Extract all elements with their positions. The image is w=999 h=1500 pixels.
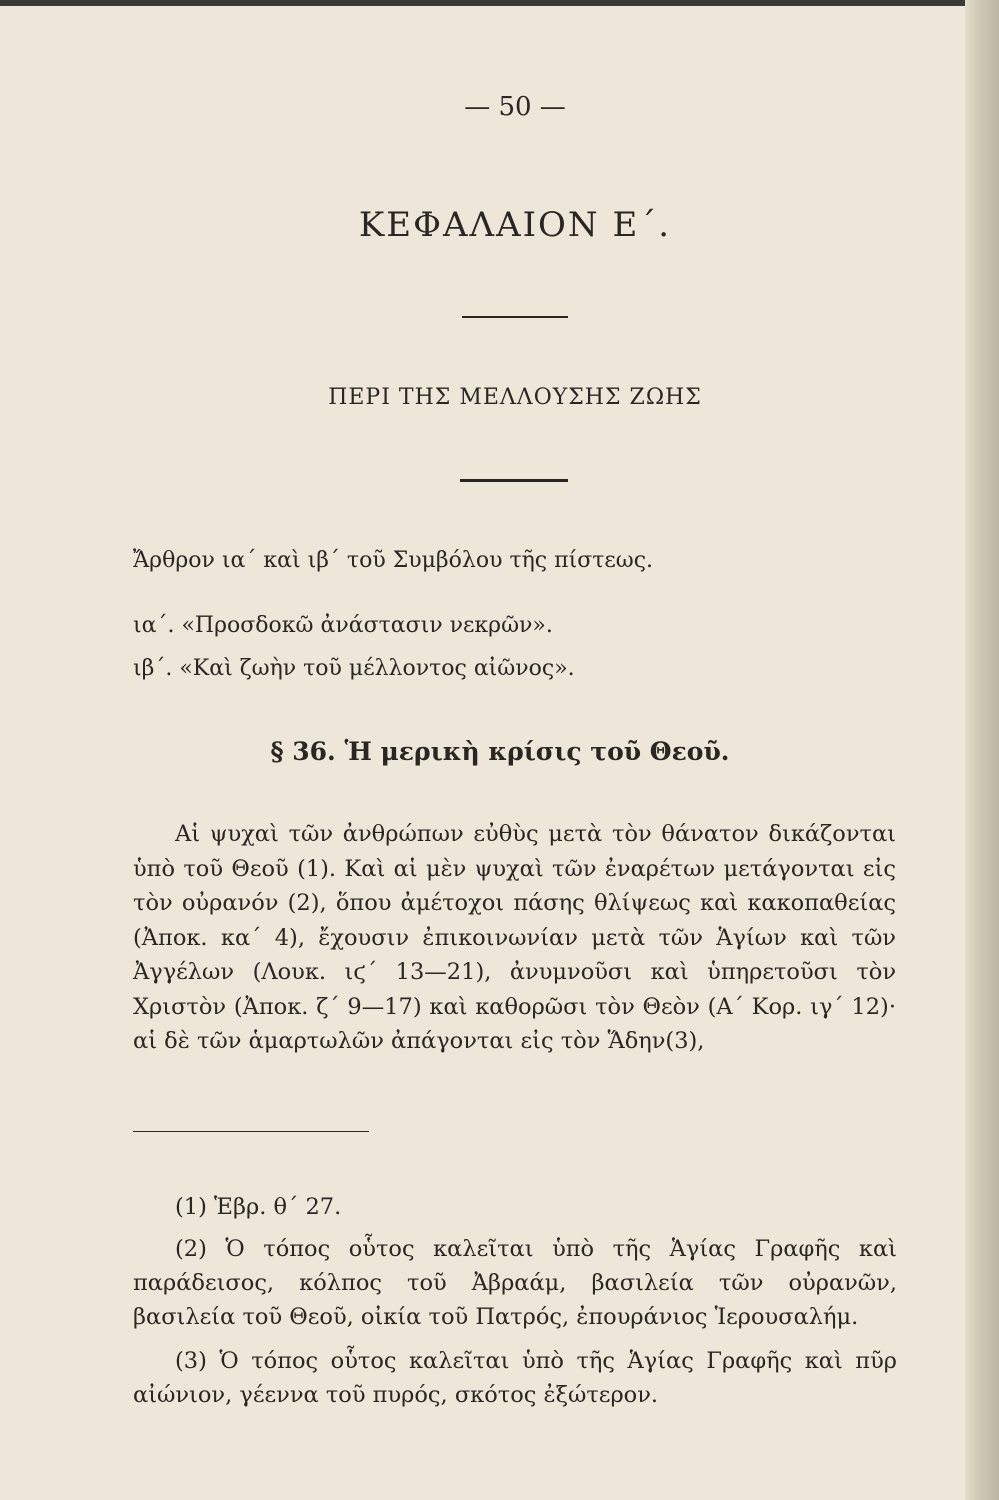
body-paragraph: Αἱ ψυχαὶ τῶν ἀνθρώπων εὐθὺς μετὰ τὸν θάνατον δικάζονται ὑπὸ τοῦ Θεοῦ (1). Καὶ αἱ μὲν ψυχαὶ τῶν ἐναρέτων μετάγονται εἰς τὸν οὐρανόν (2), ὅπου ἀμέτοχοι πάσης θλίψεως καὶ κακοπαθείας (Ἀποκ. κα΄ 4), ἔχουσιν ἐπικοινωνίαν μετὰ τῶν Ἁγίων καὶ τῶν Ἀγγέλων (Λουκ. ιϛ΄ 13—21), ἀνυμνοῦσι καὶ ὑπηρετοῦσι τὸν Χριστὸν (Ἀποκ. ζ΄ 9—17) καὶ καθορῶσι τὸν Θεὸν (Α΄ Κορ. ιγ΄ 12)· αἱ δὲ τῶν ἁμαρτωλῶν ἀπάγονται εἰς τὸν Ἅδην(3),: [133, 821, 896, 1054]
footnote-divider: [133, 1131, 369, 1132]
chapter-title: ΚΕΦΑΛΑΙΟΝ Ε΄.: [358, 205, 672, 245]
creed-article-11: ια΄. «Προσδοκῶ ἀνάστασιν νεκρῶν».: [133, 613, 553, 638]
divider: [460, 479, 568, 482]
footnote-3: (3) Ὁ τόπος οὗτος καλεῖται ὑπὸ τῆς Ἁγίας Γραφῆς καὶ πῦρ αἰώνιον, γέεννα τοῦ πυρός, σκότος ἐξώτερον.: [133, 1348, 897, 1408]
page-top-border: [0, 0, 999, 6]
divider: [462, 316, 568, 318]
creed-article-heading: Ἄρθρον ια΄ καὶ ιβ΄ τοῦ Συμβόλου τῆς πίστεως.: [133, 548, 654, 573]
page-number: — 50 —: [464, 92, 566, 122]
creed-article-12: ιβ΄. «Καὶ ζωὴν τοῦ μέλλοντος αἰῶνος».: [133, 656, 575, 681]
footnote-2: (2) Ὁ τόπος οὗτος καλεῖται ὑπὸ τῆς Ἁγίας Γραφῆς καὶ παράδεισος, κόλπος τοῦ Ἀβραάμ, βασιλεία τῶν οὐρανῶν, βασιλεία τοῦ Θεοῦ, οἰκία τοῦ Πατρός, ἐπουράνιος Ἱερουσαλήμ.: [133, 1236, 897, 1330]
paragraph-heading: § 36. Ἡ μερικὴ κρίσις τοῦ Θεοῦ.: [270, 737, 730, 766]
section-title: ΠΕΡΙ ΤΗΣ ΜΕΛΛΟΥΣΗΣ ΖΩΗΣ: [328, 385, 702, 410]
footnote-1: (1) Ἑβρ. θ΄ 27.: [175, 1194, 342, 1220]
